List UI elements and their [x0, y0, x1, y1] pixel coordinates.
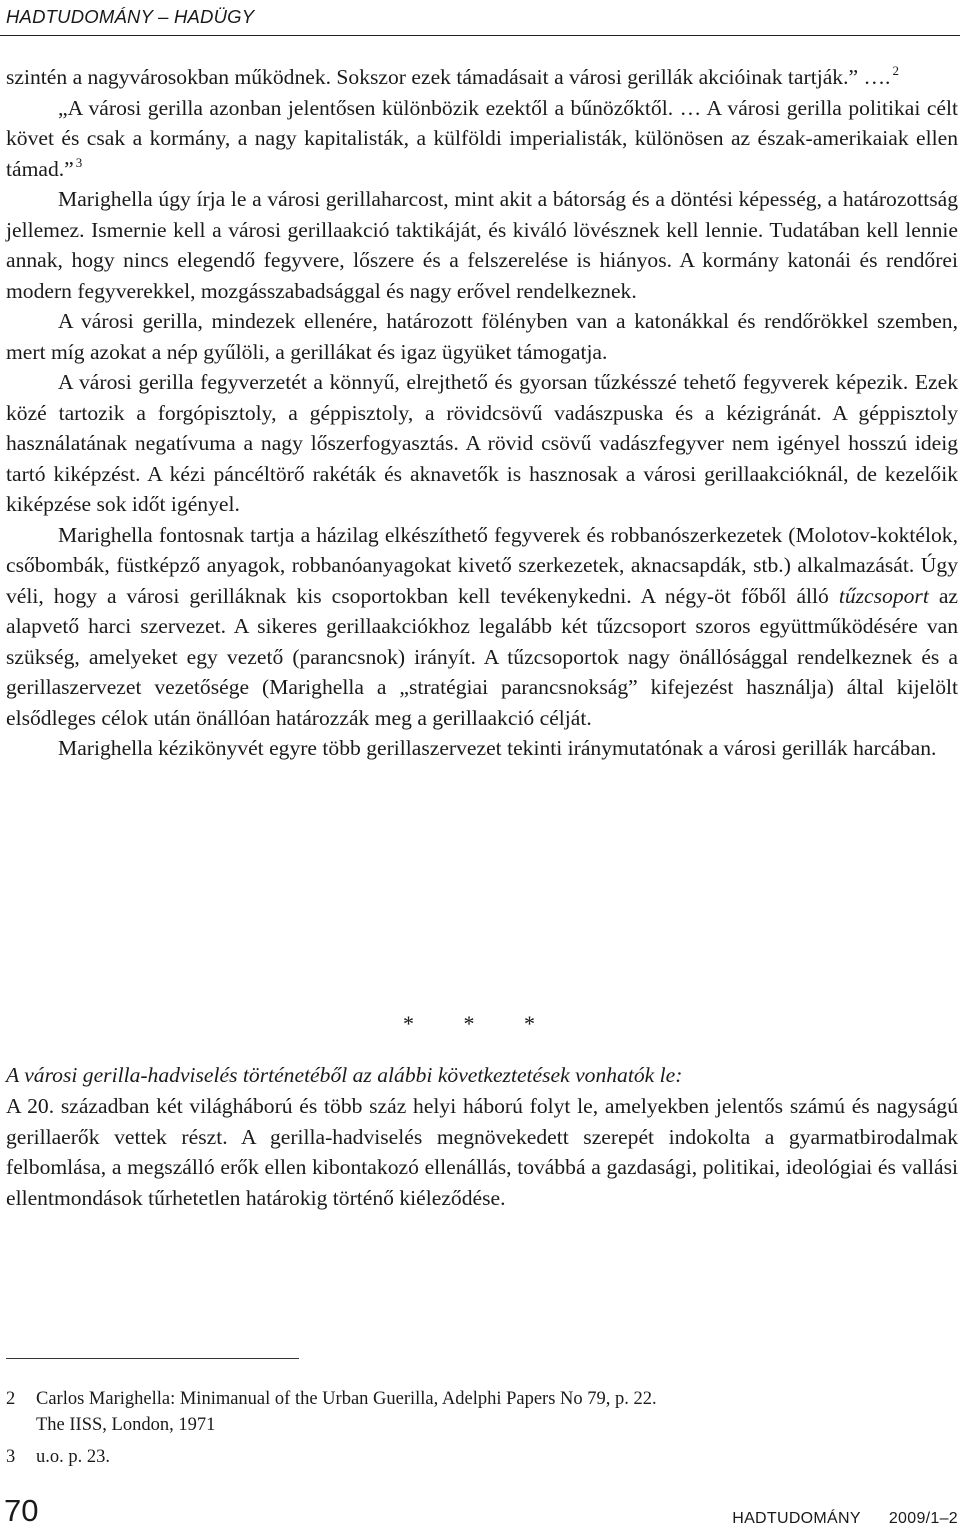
journal-name: HADTUDOMÁNY: [732, 1510, 861, 1527]
footnote-2: [6, 1386, 906, 1438]
running-header: HADTUDOMÁNY – HADÜGY: [6, 6, 255, 27]
paragraph: A városi gerilla, mindezek ellenére, határozott fölényben van a katonákkal és rendőrökkel szemben, mert míg azokat a nép gyűlöli, a gerillákat és igaz ügyüket támogatja.: [6, 309, 958, 364]
paragraph-text: „A városi gerilla azonban jelentősen különbözik ezektől a bűnözőktől. … A városi gerilla politikai célt követ és csak a kormány, a nagy kapitalisták, a külföldi imperialisták, különösen az észak-amerikaiak ellen támad.”: [6, 95, 958, 181]
footnote-rule: [6, 1358, 299, 1359]
footnote-number: 3: [6, 1447, 16, 1467]
paragraph: [6, 520, 958, 734]
paragraph: Marighella kézikönyvét egyre több gerillaszervezet tekinti iránymutatónak a városi gerillák harcában.: [58, 736, 937, 760]
footnote-ref-3[interactable]: 3: [75, 154, 83, 170]
paragraph: A városi gerilla fegyverzetét a könnyű, elrejthető és gyorsan tűzkésszé tehető fegyverek képezik. Ezek közé tartozik a forgópisztoly, a géppisztoly, a rövidcsövű vadászpuska és a kézigránát. A géppisztoly használatának negatívuma a nagy lőszerfogyasztás. A rövid csövű vadászfegyver nem igényel hosszú ideig tartó kiképzést. A kézi páncéltörő rakéták és aknavetők is hasznosak a városi gerillaakcióknál, de kezelőik kiképzése sok időt igényel.: [6, 370, 958, 516]
paragraph-text: az alapvető harci szervezet. A sikeres gerillaakciókhoz legalább két tűzcsoport szoros együttműködésére van szükség, amelyeket egy vezető (parancsnok) irányít. A tűzcsoportok nagy önállósággal rendelkeznek és a gerillaszervezet vezetősége (Marighella a „stratégiai parancsnokság” kifejezést használja) által kijelölt elsődleges célok után önállóan határozzák meg a gerillaakció célját.: [6, 583, 958, 730]
paragraph: [6, 62, 958, 93]
emphasized-term: tűzcsoport: [838, 583, 929, 608]
footnote-number: 2: [6, 1389, 16, 1409]
paragraph-text: Marighella fontosnak tartja a házilag elkészíthető fegyverek és robbanószerkezetek (Molotov-koktélok, csőbombák, füstképző anyagok, robbanóanyagokat kivető szerkezetek, aknacsapdák, stb.) alkalmazását. Úgy véli, hogy a városi gerilláknak kis csoportokban kell tevékenykedni. A négy-öt főből álló: [6, 522, 958, 608]
paragraph-text: szintén a nagyvárosokban működnek. Sokszor ezek támadásait a városi gerillák akcióinak tartják.” ….: [6, 65, 891, 89]
issue-number: 2009/1–2: [888, 1510, 958, 1527]
conclusion-heading: A városi gerilla-hadviselés történetéből az alábbi következtetések vonhatók le:: [6, 1063, 683, 1087]
footnote-line: Carlos Marighella: Minimanual of the Urban Guerilla, Adelphi Papers No 79, p. 22.: [36, 1389, 657, 1409]
footnote-ref-2[interactable]: 2: [892, 63, 899, 78]
footnote-text: u.o. p. 23.: [36, 1447, 110, 1467]
footnote-text: [36, 1386, 906, 1438]
paragraph: Marighella úgy írja le a városi gerillaharcost, mint akit a bátorság és a döntési képesség, a határozottság jellemez. Ismernie kell a városi gerillaakció taktikáját, és kiváló lövésznek kell lennie. Tudatában kell lennie annak, hogy nincs elegendő fegyvere, lőszere és a felszerelése is hiányos. A kormány katonái és rendőrei modern fegyverekkel, mozgásszabadsággal és nagy erővel rendelkeznek.: [6, 187, 958, 303]
running-footer: [732, 1510, 958, 1528]
footnote-line: The IISS, London, 1971: [36, 1415, 216, 1435]
footnote-3: [6, 1444, 906, 1470]
quote-paragraph: [6, 93, 958, 185]
header-rule: [0, 35, 960, 36]
page-number: 70: [4, 1493, 39, 1528]
section-separator: * * *: [403, 1011, 557, 1036]
body-text: [6, 62, 958, 764]
footnotes: [6, 1386, 906, 1470]
conclusion-text: [6, 1091, 958, 1213]
paragraph: A 20. században két világháború és több száz helyi háború folyt le, amelyekben jelentős számú és nagyságú gerillaerők vettek részt. A gerilla-hadviselés megnövekedett szerepét indokolta a gyarmatbirodalmak felbomlása, a megszálló erők ellen kibontakozó ellenállás, továbbá a gazdasági, politikai, ideológiai és vallási ellentmondások tűrhetetlen határokig történő kiéleződése.: [6, 1094, 958, 1210]
